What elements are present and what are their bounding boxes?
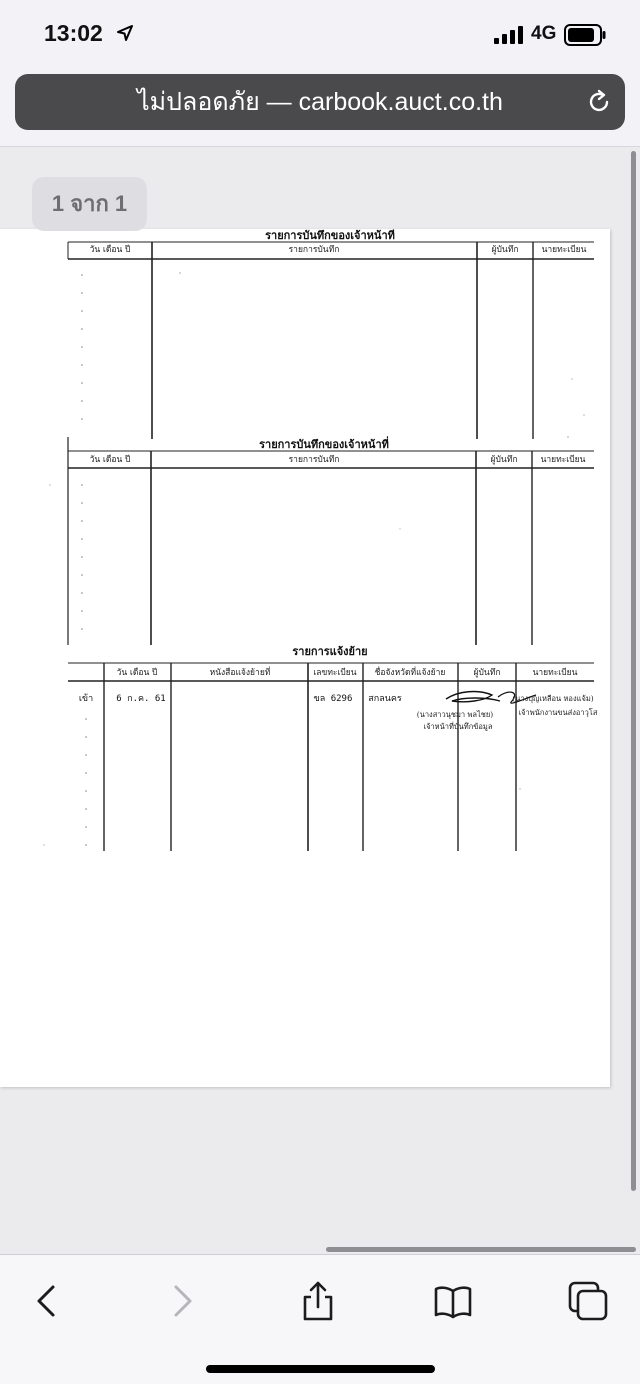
s3-row-type: เข้า (78, 694, 94, 704)
section3-title: รายการแจ้งย้าย (292, 645, 368, 658)
battery-icon (564, 24, 606, 46)
recorder-name: (นางสาวนุชมา พลไชย) (416, 710, 494, 719)
s3-row-plate: ขล 6296 (313, 694, 353, 704)
s3-header-letter: หนังสือแจ้งย้ายที่ (209, 668, 271, 678)
s2-header-registrar: นายทะเบียน (540, 455, 586, 465)
network-label: 4G (531, 23, 557, 44)
s1-header-date: วัน เดือน ปี (89, 245, 131, 255)
s1-header-registrar: นายทะเบียน (541, 245, 587, 255)
s2-header-date: วัน เดือน ปี (89, 455, 131, 465)
document-page (0, 229, 610, 1087)
signal-bars-icon (494, 26, 523, 44)
section2-title: รายการบันทึกของเจ้าหน้าที่ (259, 438, 389, 451)
registrar-position: เจ้าพนักงานขนส่งอาวุโส (518, 708, 598, 717)
recorder-position: เจ้าหน้าที่บันทึกข้อมูล (423, 722, 493, 731)
section1-title: รายการบันทึกของเจ้าหน้าที่ (265, 229, 395, 242)
pdf-viewer[interactable] (0, 146, 640, 1254)
registrar-name: (นางบุญเหลือน หองแจ้ม) (512, 694, 594, 703)
s1-header-recorder: ผู้บันทึก (491, 245, 519, 255)
s3-row-date: 6 ก.ค. 61 (116, 694, 166, 704)
s3-header-registrar: นายทะเบียน (532, 668, 578, 678)
browser-header (0, 66, 640, 146)
browser-toolbar (0, 1254, 640, 1384)
tabs-icon[interactable] (566, 1279, 610, 1323)
home-indicator[interactable] (206, 1365, 435, 1373)
back-icon[interactable] (25, 1279, 69, 1323)
recorder-signature (446, 692, 500, 702)
page-indicator: 1 จาก 1 (32, 177, 147, 231)
status-time: 13:02 (44, 20, 103, 46)
s3-header-plate: เลขทะเบียน (313, 668, 357, 678)
s3-header-recorder: ผู้บันทึก (473, 668, 501, 678)
bookmarks-icon[interactable] (431, 1279, 475, 1323)
s3-row-province: สกลนคร (368, 694, 402, 704)
s3-header-date: วัน เดือน ปี (116, 668, 158, 678)
s3-header-province: ชื่อจังหวัดที่แจ้งย้าย (374, 668, 446, 678)
s2-header-recorder: ผู้บันทึก (490, 455, 518, 465)
s1-header-entry: รายการบันทึก (288, 245, 340, 255)
status-bar (0, 0, 640, 66)
reload-icon[interactable] (585, 88, 613, 116)
s2-header-entry: รายการบันทึก (288, 455, 340, 465)
url-label[interactable]: ไม่ปลอดภัย — carbook.auct.co.th (137, 88, 503, 116)
share-icon[interactable] (296, 1279, 340, 1323)
scanned-document (0, 229, 610, 1087)
forward-icon[interactable] (160, 1279, 204, 1323)
location-arrow-icon (116, 24, 134, 42)
address-bar[interactable] (15, 74, 625, 130)
horizontal-scrollbar[interactable] (326, 1247, 636, 1252)
vertical-scrollbar[interactable] (631, 151, 636, 1191)
